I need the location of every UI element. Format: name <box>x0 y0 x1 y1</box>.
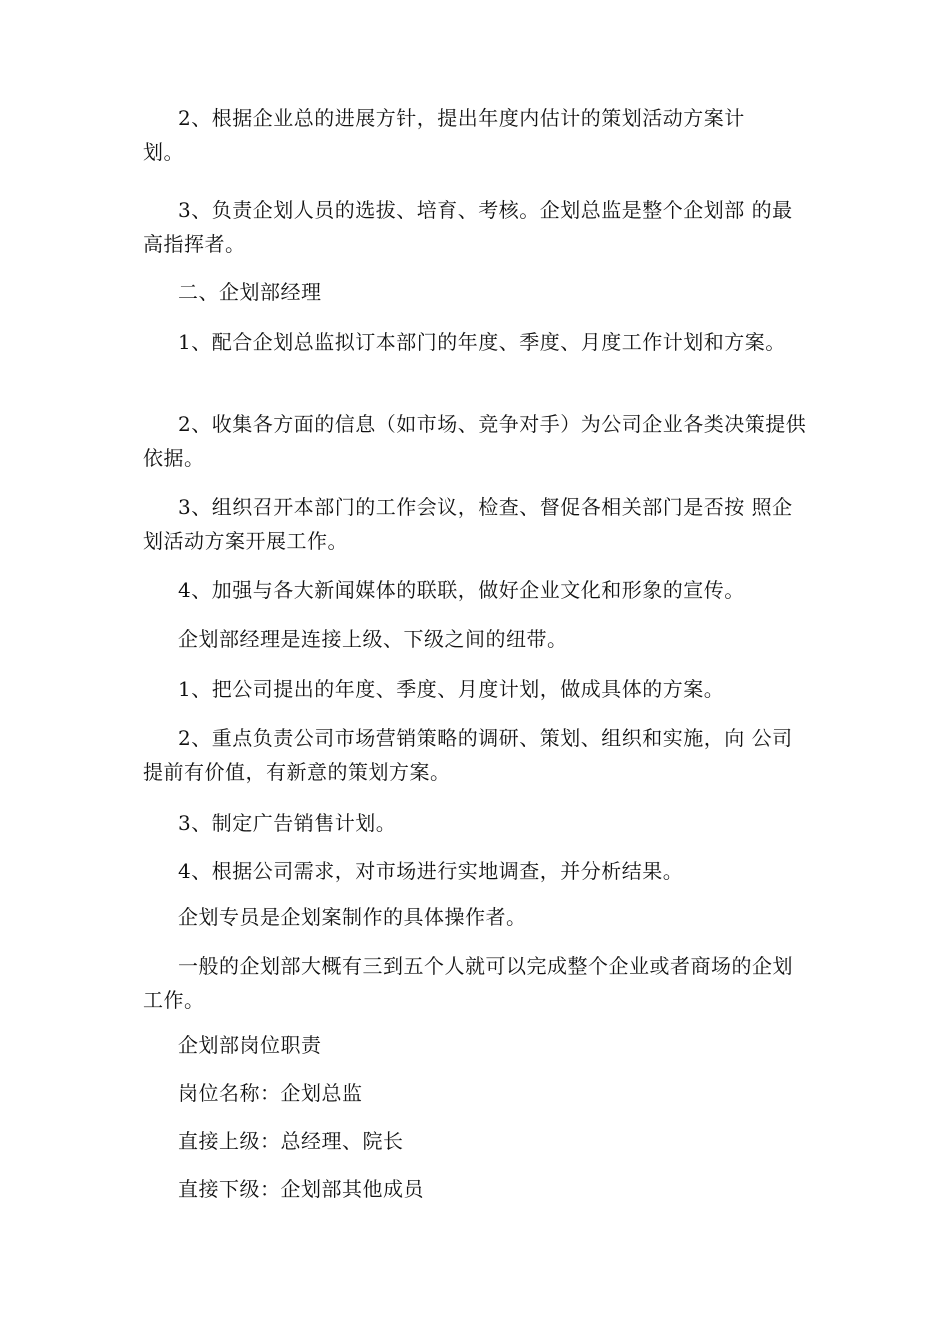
paragraph-plan: 2、根据企业总的进展方针，提出年度内估计的策划活动方案计划。 <box>143 106 745 164</box>
field-superior: 直接上级：总经理、院长 <box>178 1129 404 1153</box>
paragraph-research: 4、根据公司需求，对市场进行实地调查，并分析结果。 <box>178 859 684 883</box>
paragraph-specialist: 企划专员是企划案制作的具体操作者。 <box>178 905 527 929</box>
paragraph-annual-plan: 1、把公司提出的年度、季度、月度计划，做成具体的方案。 <box>178 677 725 701</box>
paragraph-marketing: 2、重点负责公司市场营销策略的调研、策划、组织和实施，向 公司提前有价值，有新意的策划方案。 <box>143 726 793 784</box>
paragraph-meetings: 3、组织召开本部门的工作会议，检查、督促各相关部门是否按 照企划活动方案开展工作。 <box>143 495 793 553</box>
field-subordinate: 直接下级：企划部其他成员 <box>178 1177 424 1201</box>
section-heading-manager: 二、企划部经理 <box>178 280 322 304</box>
field-job-title: 岗位名称：企划总监 <box>178 1081 363 1105</box>
paragraph-information: 2、收集各方面的信息（如市场、竞争对手）为公司企业各类决策提供依据。 <box>143 412 807 470</box>
heading-job-duties: 企划部岗位职责 <box>178 1033 322 1057</box>
paragraph-work-plan: 1、配合企划总监拟订本部门的年度、季度、月度工作计划和方案。 <box>178 330 786 354</box>
paragraph-media: 4、加强与各大新闻媒体的联联，做好企业文化和形象的宣传。 <box>178 578 745 602</box>
paragraph-team-size: 一般的企划部大概有三到五个人就可以完成整个企业或者商场的企划工作。 <box>143 954 793 1012</box>
paragraph-staff-selection: 3、负责企划人员的选拔、培育、考核。企划总监是整个企划部 的最高指挥者。 <box>143 198 793 256</box>
paragraph-manager-role: 企划部经理是连接上级、下级之间的纽带。 <box>178 627 568 651</box>
paragraph-ad-plan: 3、制定广告销售计划。 <box>178 811 397 835</box>
